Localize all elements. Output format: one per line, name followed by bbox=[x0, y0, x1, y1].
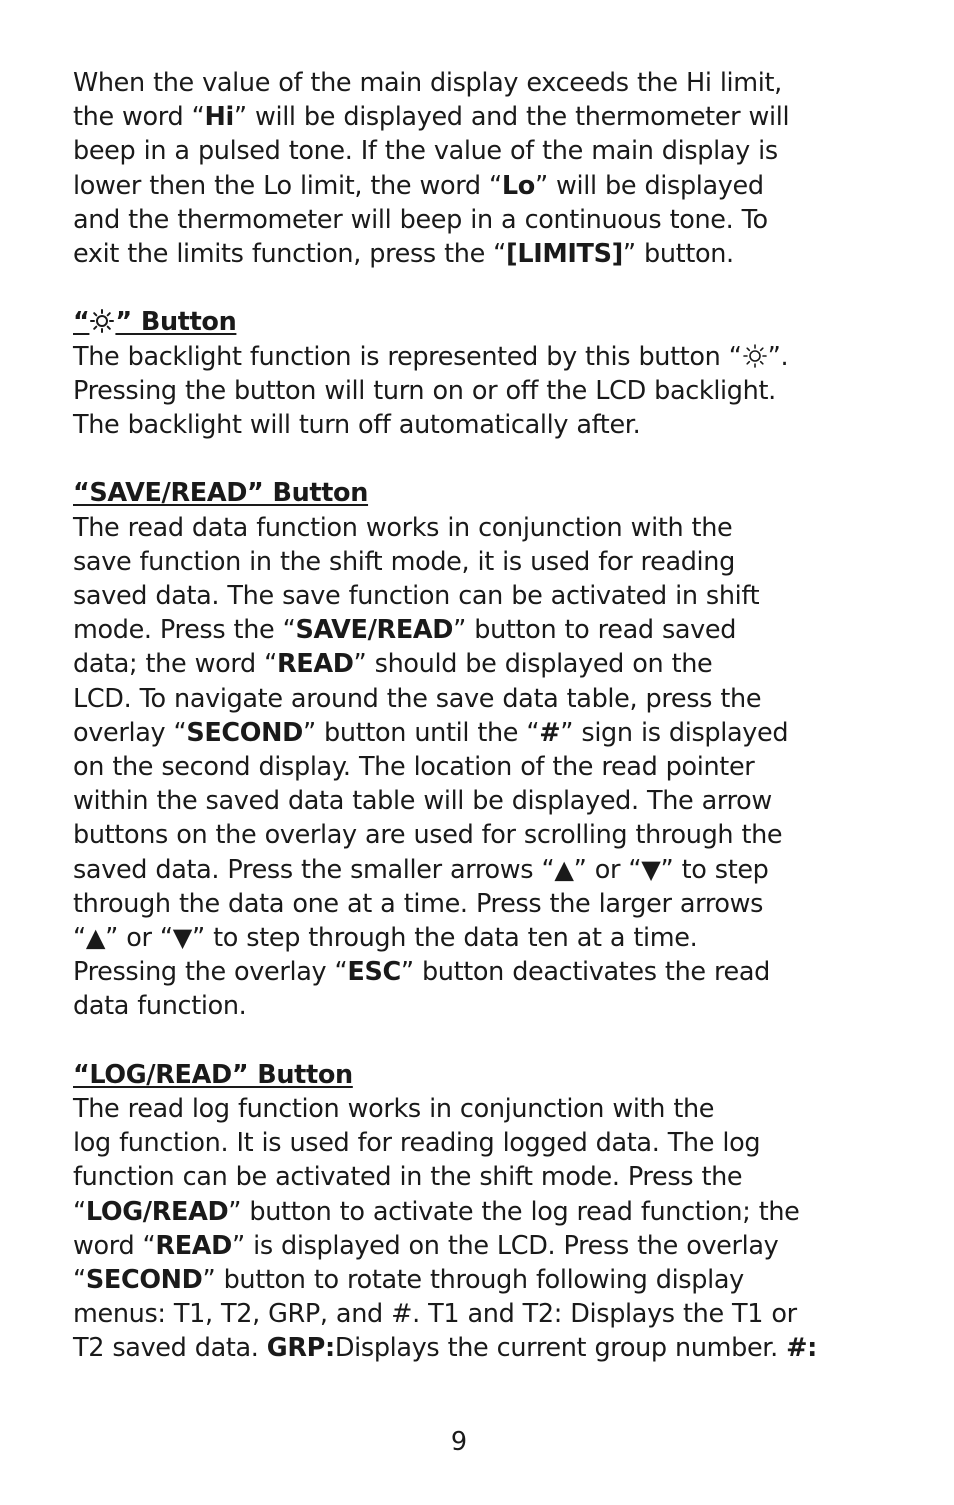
text-line: log function. It is used for reading logged data. The log bbox=[73, 1128, 761, 1159]
keyword-limits: [LIMITS] bbox=[506, 239, 623, 270]
text-line: Pressing the overlay “ESC” button deactivates the read bbox=[73, 957, 771, 988]
text-line: The read data function works in conjunction with the bbox=[73, 512, 733, 543]
manual-page bbox=[73, 66, 873, 1366]
text-line: saved data. The save function can be activated in shift bbox=[73, 581, 760, 612]
text-line: Pressing the button will turn on or off the LCD backlight. bbox=[73, 375, 776, 406]
log-read-heading: “LOG/READ” Button bbox=[73, 1059, 353, 1090]
text-line: The backlight will turn off automatically after. bbox=[73, 410, 641, 441]
text-line: mode. Press the “SAVE/READ” button to read saved bbox=[73, 615, 737, 646]
text-line: buttons on the overlay are used for scrolling through the bbox=[73, 820, 783, 851]
text-line: When the value of the main display exceeds the Hi limit, bbox=[73, 68, 782, 98]
limits-paragraph bbox=[73, 66, 873, 271]
text-line: LCD. To navigate around the save data table, press the bbox=[73, 683, 762, 714]
text-line: function can be activated in the shift mode. Press the bbox=[73, 1162, 743, 1193]
sun-icon bbox=[90, 309, 114, 333]
text-line: word “READ” is displayed on the LCD. Press the overlay bbox=[73, 1230, 779, 1261]
text-line: “▲” or “▼” to step through the data ten at a time. bbox=[73, 923, 698, 954]
text-line: “SECOND” button to rotate through following display bbox=[73, 1265, 744, 1296]
backlight-section bbox=[73, 305, 873, 442]
text-line: T2 saved data. GRP:Displays the current group number. #: bbox=[73, 1333, 817, 1364]
log-read-section bbox=[73, 1058, 873, 1366]
text-line: “LOG/READ” button to activate the log read function; the bbox=[73, 1196, 800, 1227]
text-line: and the thermometer will beep in a continuous tone. To bbox=[73, 204, 768, 235]
text-line: exit the limits function, press the “[LIMITS]” button. bbox=[73, 239, 734, 270]
text-line: The read log function works in conjunction with the bbox=[73, 1094, 715, 1125]
text-line: save function in the shift mode, it is used for reading bbox=[73, 546, 735, 577]
text-line: within the saved data table will be displayed. The arrow bbox=[73, 786, 772, 817]
save-read-section bbox=[73, 476, 873, 1023]
text-line: data; the word “READ” should be displayed on the bbox=[73, 649, 713, 680]
text-line: beep in a pulsed tone. If the value of the main display is bbox=[73, 136, 778, 167]
backlight-heading: “ ” Button bbox=[73, 307, 237, 338]
text-line: saved data. Press the smaller arrows “▲” or “▼” to step bbox=[73, 854, 769, 885]
text-line: overlay “SECOND” button until the “#” sign is displayed bbox=[73, 717, 789, 748]
page-number: 9 bbox=[450, 1427, 468, 1457]
text-line: lower then the Lo limit, the word “Lo” will be displayed bbox=[73, 170, 764, 201]
text-line: data function. bbox=[73, 991, 247, 1022]
sun-icon bbox=[743, 344, 767, 368]
text-line: menus: T1, T2, GRP, and #. T1 and T2: Displays the T1 or bbox=[73, 1299, 797, 1330]
keyword-hi: Hi bbox=[204, 102, 234, 133]
text-line: the word “Hi” will be displayed and the thermometer will bbox=[73, 102, 790, 133]
text-line: on the second display. The location of the read pointer bbox=[73, 752, 755, 783]
text-line: The backlight function is represented by this button “ ”. bbox=[73, 341, 789, 372]
save-read-heading: “SAVE/READ” Button bbox=[73, 478, 369, 509]
keyword-lo: Lo bbox=[501, 170, 535, 201]
text-line: through the data one at a time. Press the larger arrows bbox=[73, 888, 764, 919]
